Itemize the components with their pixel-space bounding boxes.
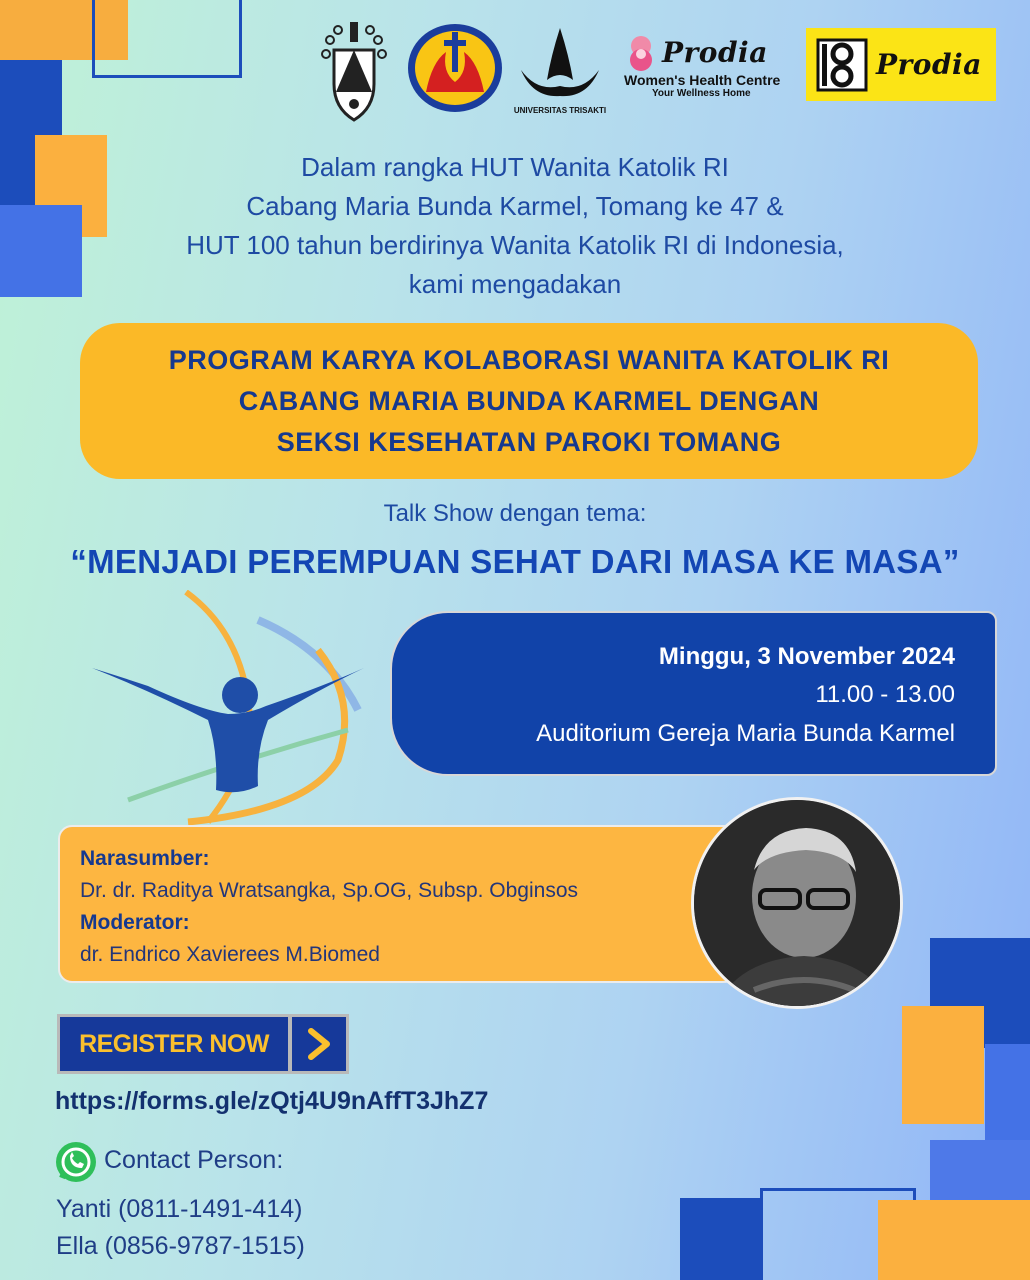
speaker-card (58, 825, 758, 983)
intro-line-3: HUT 100 tahun berdirinya Wanita Katolik RI di Indonesia, (186, 230, 844, 260)
wanita-katolik-logo (406, 22, 504, 114)
speaker-portrait-icon (694, 800, 903, 1009)
contact-person-2[interactable]: Ella (0856-9787-1515) (56, 1232, 305, 1260)
narasumber-name: Dr. dr. Raditya Wratsangka, Sp.OG, Subsp. Obginsos (80, 879, 579, 902)
trisakti-logo (512, 20, 608, 120)
talk-show-theme: “MENJADI PEREMPUAN SEHAT DARI MASA KE MASA” (70, 543, 960, 580)
carmelite-emblem-icon (318, 20, 390, 122)
trisakti-emblem-icon (517, 26, 603, 98)
deco-square (902, 1006, 984, 1124)
deco-square (930, 1140, 1030, 1200)
event-date: Minggu, 3 November 2024 (658, 643, 955, 670)
registration-link[interactable]: https://forms.gle/zQtj4U9nAffT3JhZ7 (55, 1087, 489, 1115)
deco-square (680, 1198, 762, 1280)
talk-show-intro: Talk Show dengan tema: (383, 500, 647, 527)
contact-person-1[interactable]: Yanti (0811-1491-414) (56, 1195, 303, 1223)
prodia-wellness-line1: Women's Health Centre (624, 71, 781, 88)
prodia-flower-icon (624, 34, 658, 72)
event-time: 11.00 - 13.00 (815, 681, 955, 708)
register-now-label: REGISTER NOW (60, 1017, 292, 1071)
woman-figure-illustration (88, 590, 378, 830)
whatsapp-icon (54, 1140, 98, 1184)
moderator-label: Moderator: (80, 911, 190, 934)
trisakti-label: UNIVERSITAS TRISAKTI (513, 105, 607, 115)
prodia-wellness-brand: Prodia (662, 36, 768, 69)
chevron-right-icon (306, 1028, 332, 1060)
deco-square (0, 205, 82, 297)
prodia-logo (806, 28, 996, 101)
program-line-2: CABANG MARIA BUNDA KARMEL DENGAN (238, 385, 820, 416)
prodia-wellness-logo (624, 24, 800, 108)
program-banner (80, 323, 978, 479)
speaker-photo (691, 797, 903, 1009)
intro-line-2: Cabang Maria Bunda Karmel, Tomang ke 47 & (246, 191, 784, 221)
deco-square (985, 1044, 1030, 1144)
moderator-name: dr. Endrico Xavierees M.Biomed (80, 943, 380, 966)
event-venue: Auditorium Gereja Maria Bunda Karmel (536, 720, 955, 747)
event-details-card (390, 611, 997, 776)
register-now-button[interactable] (57, 1014, 349, 1074)
register-arrow (292, 1017, 346, 1071)
prodia-mark-icon (816, 38, 868, 92)
intro-text (90, 148, 940, 304)
intro-line-1: Dalam rangka HUT Wanita Katolik RI (301, 152, 729, 182)
intro-line-4: kami mengadakan (408, 269, 622, 299)
program-line-1: PROGRAM KARYA KOLABORASI WANITA KATOLIK RI (168, 344, 890, 375)
healthy-woman-icon (88, 590, 378, 830)
prodia-wellness-line2: Your Wellness Home (652, 87, 751, 99)
wkri-emblem-icon (406, 22, 504, 114)
narasumber-label: Narasumber: (80, 847, 210, 870)
program-line-3: SEKSI KESEHATAN PAROKI TOMANG (276, 426, 782, 457)
deco-square (92, 0, 242, 78)
carmelite-logo (318, 20, 390, 122)
deco-square (878, 1200, 1030, 1280)
contact-person-title: Contact Person: (104, 1146, 284, 1174)
prodia-brand: Prodia (876, 48, 982, 81)
